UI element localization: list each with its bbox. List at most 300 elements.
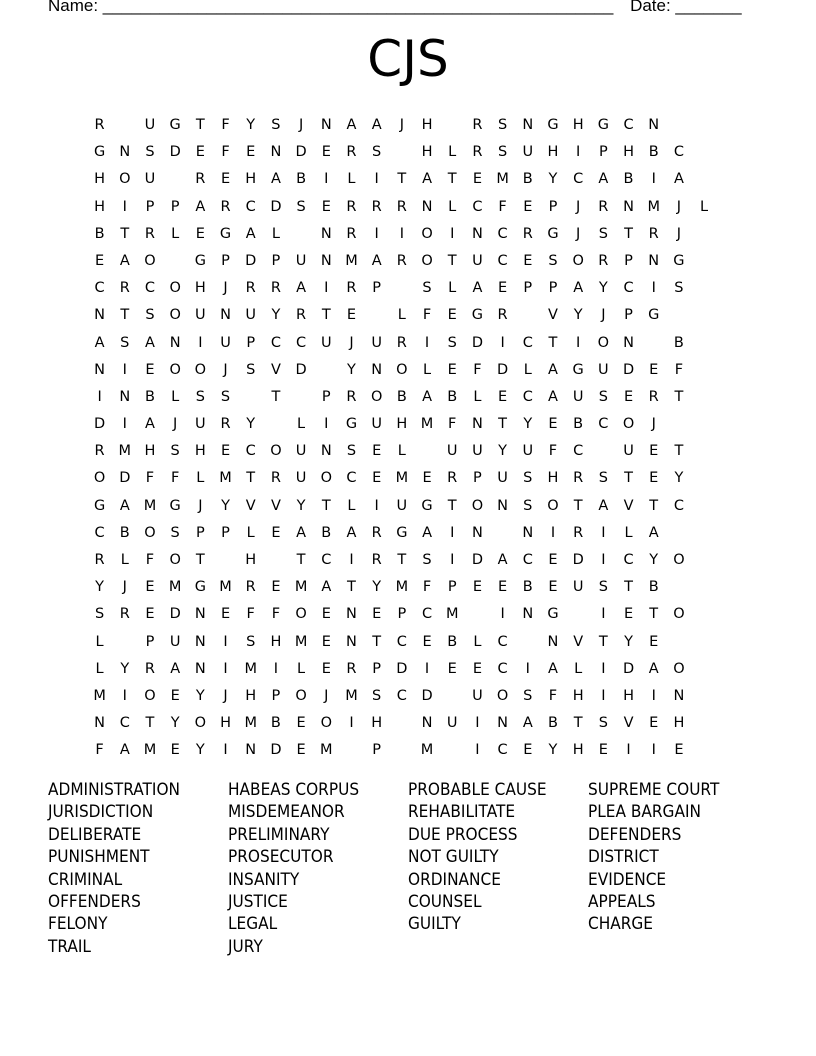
grid-letter: T (321, 307, 331, 324)
grid-letter: T (624, 579, 633, 596)
grid-letter: Y (195, 687, 205, 704)
grid-letter: I (651, 280, 656, 297)
grid-letter: E (548, 552, 558, 568)
grid-letter: E (246, 144, 256, 161)
grid-letter (515, 631, 540, 658)
grid-letter: T (447, 252, 457, 269)
grid-letter: F (548, 443, 558, 460)
grid-letter: A (119, 252, 130, 269)
grid-letter: U (295, 252, 307, 269)
grid-letter: M (420, 416, 434, 433)
grid-letter: B (144, 388, 155, 405)
grid-letter: T (573, 715, 583, 732)
grid-letter: O (194, 361, 207, 378)
grid-letter: O (421, 252, 433, 269)
grid-letter: P (221, 524, 230, 541)
word-column (228, 779, 408, 958)
grid-letter: I (223, 660, 228, 677)
grid-letter: O (93, 470, 106, 487)
word-item: INSANITY (228, 869, 300, 889)
word-list (48, 779, 768, 958)
word-item: PUNISHMENT (48, 847, 150, 867)
grid-letter: I (601, 606, 606, 623)
grid-letter: S (145, 144, 155, 161)
grid-letter: B (648, 579, 659, 596)
grid-letter: P (246, 334, 256, 351)
grid-letter: E (321, 198, 331, 215)
grid-letter: Y (548, 742, 558, 759)
grid-letter: O (169, 280, 181, 297)
grid-letter: C (573, 171, 584, 188)
grid-letter: T (397, 171, 407, 188)
grid-letter (112, 114, 137, 141)
grid-letter: S (598, 388, 608, 405)
grid-letter: T (321, 497, 331, 514)
grid-letter: R (371, 524, 382, 541)
grid-letter: R (648, 388, 659, 405)
grid-letter: I (550, 524, 556, 541)
grid-letter: I (122, 416, 127, 433)
grid-letter (465, 603, 490, 630)
grid-letter: L (422, 361, 432, 378)
grid-letter: Y (221, 497, 230, 514)
grid-letter: R (296, 307, 307, 324)
grid-letter: J (399, 117, 404, 133)
grid-letter: R (270, 280, 281, 297)
grid-letter: L (523, 361, 532, 378)
grid-letter: E (649, 470, 659, 487)
grid-letter: E (195, 225, 205, 242)
word-item: JURY (228, 936, 263, 956)
grid-letter: G (421, 497, 433, 514)
grid-letter: H (673, 715, 685, 732)
grid-letter: T (674, 388, 684, 405)
grid-letter: P (372, 742, 382, 759)
grid-letter: T (498, 416, 508, 433)
word-item: OFFENDERS (48, 892, 141, 912)
grid-letter: R (346, 198, 357, 215)
grid-letter: F (448, 416, 457, 433)
grid-letter: I (399, 225, 404, 242)
grid-letter: G (194, 252, 206, 269)
grid-letter: E (623, 388, 634, 405)
word-column (48, 779, 228, 958)
grid-letter: C (497, 252, 508, 269)
grid-letter: C (321, 552, 332, 568)
grid-letter: R (396, 252, 407, 269)
grid-letter: I (424, 334, 430, 351)
grid-letter: T (271, 388, 281, 405)
grid-letter: C (598, 416, 609, 433)
grid-letter: M (445, 606, 459, 623)
grid-letter: J (173, 416, 178, 433)
grid-letter: A (245, 225, 256, 242)
word-item: HABEAS CORPUS (228, 780, 360, 799)
grid-letter: T (624, 470, 633, 487)
grid-letter: E (321, 633, 331, 650)
grid-letter: L (397, 443, 406, 460)
grid-letter: R (371, 198, 382, 215)
grid-letter: O (370, 388, 383, 405)
grid-letter: E (220, 171, 231, 188)
grid-letter: P (624, 252, 633, 269)
grid-letter: I (475, 742, 480, 759)
grid-letter: C (673, 144, 684, 161)
grid-row (87, 631, 717, 658)
grid-letter: P (145, 198, 155, 215)
grid-letter: N (245, 742, 257, 759)
grid-letter: E (296, 715, 306, 732)
grid-letter: N (673, 687, 685, 704)
grid-letter: N (320, 443, 332, 460)
grid-letter: J (651, 416, 656, 433)
grid-letter: Y (548, 171, 558, 188)
grid-letter: T (649, 606, 659, 623)
grid-letter: J (349, 334, 354, 351)
grid-letter: O (169, 307, 181, 324)
word-column (588, 779, 768, 958)
grid-letter: C (673, 497, 684, 514)
grid-letter: M (219, 470, 232, 487)
grid-letter (414, 440, 439, 467)
grid-letter (112, 631, 137, 658)
grid-letter: L (196, 470, 205, 487)
grid-letter: I (450, 225, 455, 242)
grid-letter: Y (246, 416, 256, 433)
grid-letter: R (648, 225, 659, 242)
grid-letter: S (296, 198, 306, 215)
grid-letter: N (94, 361, 106, 378)
grid-letter: N (320, 252, 332, 269)
grid-letter: Y (372, 579, 382, 596)
grid-letter (289, 386, 314, 413)
grid-row (87, 196, 717, 223)
grid-letter: V (573, 633, 584, 650)
grid-letter: J (676, 198, 682, 215)
grid-letter: M (647, 198, 660, 215)
grid-letter (314, 359, 339, 386)
grid-letter: E (195, 144, 205, 161)
grid-letter: S (497, 117, 508, 133)
grid-letter: N (119, 388, 131, 405)
grid-letter: G (93, 497, 106, 514)
grid-letter: P (170, 198, 180, 215)
grid-letter: Y (296, 497, 306, 514)
grid-letter: E (220, 443, 231, 460)
grid-letter: F (221, 117, 230, 133)
grid-letter: P (271, 252, 281, 269)
grid-letter: D (169, 144, 181, 161)
grid-letter: H (396, 416, 408, 433)
grid-letter: I (651, 687, 656, 704)
word-item: GUILTY (408, 914, 461, 934)
grid-letter: C (396, 633, 407, 650)
grid-letter: Y (573, 307, 583, 324)
grid-letter: T (296, 552, 306, 568)
grid-letter: O (295, 606, 307, 623)
grid-letter: S (145, 307, 155, 324)
grid-letter: E (523, 198, 533, 215)
grid-letter: S (170, 443, 180, 460)
grid-letter: B (673, 334, 684, 351)
grid-letter: R (497, 307, 508, 324)
word-item: EVIDENCE (588, 869, 667, 889)
grid-letter: N (648, 252, 660, 269)
grid-letter: U (472, 252, 483, 269)
grid-letter: T (347, 579, 356, 596)
grid-letter: F (498, 198, 507, 215)
grid-letter: G (547, 117, 559, 133)
grid-letter: I (626, 742, 631, 759)
grid-letter: C (94, 524, 105, 541)
grid-letter: A (119, 742, 130, 759)
grid-letter: I (651, 171, 656, 188)
grid-letter: U (220, 334, 231, 351)
grid-letter (440, 739, 465, 766)
grid-letter: T (447, 497, 457, 514)
grid-letter: H (623, 144, 634, 161)
grid-letter: S (598, 715, 608, 732)
grid-letter: J (198, 497, 203, 514)
grid-letter: L (171, 388, 180, 405)
grid-letter: S (422, 552, 432, 568)
grid-letter: I (122, 687, 127, 704)
grid-letter: P (598, 144, 608, 161)
grid-letter: F (422, 307, 432, 324)
word-item: REHABILITATE (408, 802, 516, 822)
grid-letter: D (497, 361, 509, 378)
grid-letter: E (422, 470, 432, 487)
grid-letter: F (674, 361, 684, 378)
grid-letter: N (194, 633, 206, 650)
grid-letter: L (448, 144, 457, 161)
grid-letter: O (597, 334, 610, 351)
grid-letter: A (648, 660, 659, 677)
grid-letter: S (170, 524, 180, 541)
grid-row (87, 522, 717, 549)
grid-letter: Y (195, 742, 205, 759)
grid-letter: R (94, 552, 105, 568)
grid-letter: N (346, 633, 357, 650)
name-field-label: Name: ______________________________________________________ (48, 0, 614, 15)
grid-letter: T (624, 225, 633, 242)
grid-letter: R (346, 280, 357, 297)
grid-letter: R (220, 416, 231, 433)
grid-letter: E (372, 606, 382, 623)
grid-letter: A (296, 280, 307, 297)
grid-letter: J (223, 280, 228, 297)
grid-letter: A (598, 171, 609, 188)
grid-row (87, 141, 717, 168)
grid-letter: Y (523, 416, 533, 433)
grid-letter: A (270, 171, 281, 188)
grid-letter: S (346, 443, 357, 460)
grid-letter: N (194, 606, 206, 623)
grid-letter: O (572, 252, 584, 269)
grid-letter: C (497, 225, 508, 242)
grid-letter: F (221, 144, 230, 161)
grid-letter: P (523, 280, 533, 297)
word-item: DUE PROCESS (408, 824, 518, 844)
grid-letter: G (219, 225, 232, 242)
grid-letter: L (246, 524, 255, 541)
grid-letter: H (194, 280, 206, 297)
grid-letter: C (472, 198, 483, 215)
grid-letter (440, 685, 465, 712)
grid-letter: U (320, 334, 332, 351)
grid-letter: R (371, 552, 382, 568)
grid-letter: R (245, 280, 256, 297)
grid-letter: R (573, 470, 584, 487)
word-search-grid (87, 114, 717, 767)
grid-letter: F (473, 361, 482, 378)
grid-letter: I (601, 687, 606, 704)
grid-letter: H (547, 470, 559, 487)
grid-letter (163, 250, 188, 277)
grid-letter: Y (624, 633, 633, 650)
grid-letter: E (422, 633, 432, 650)
grid-letter: P (447, 579, 457, 596)
grid-letter: B (573, 416, 584, 433)
grid-letter: T (246, 470, 256, 487)
grid-letter: G (396, 524, 408, 541)
grid-letter: N (94, 715, 106, 732)
grid-letter: N (471, 524, 483, 541)
grid-letter: A (119, 497, 130, 514)
grid-letter: Y (347, 361, 356, 378)
grid-letter: M (93, 687, 106, 704)
grid-letter: E (271, 579, 281, 596)
grid-letter: C (119, 715, 130, 732)
grid-letter: R (472, 117, 483, 133)
grid-letter: C (497, 633, 508, 650)
grid-letter: V (270, 361, 281, 378)
grid-letter: E (346, 307, 357, 324)
grid-letter: E (523, 252, 533, 269)
grid-letter (238, 386, 263, 413)
grid-letter: C (497, 660, 508, 677)
grid-letter: I (601, 524, 606, 541)
grid-letter: R (94, 117, 105, 133)
grid-letter: E (145, 606, 155, 623)
grid-letter: P (195, 524, 205, 541)
grid-letter: S (372, 687, 382, 704)
grid-letter: R (144, 225, 155, 242)
grid-row (87, 440, 717, 467)
grid-letter: B (623, 171, 634, 188)
grid-letter: O (673, 660, 685, 677)
grid-letter: S (548, 252, 558, 269)
grid-letter: N (194, 660, 206, 677)
grid-letter: A (371, 252, 382, 269)
grid-letter: P (548, 280, 558, 297)
grid-letter: P (548, 198, 558, 215)
grid-letter: V (548, 307, 558, 324)
grid-row (87, 685, 717, 712)
grid-letter: E (170, 687, 180, 704)
grid-letter: C (573, 443, 584, 460)
grid-letter: S (120, 334, 130, 351)
grid-letter: R (396, 198, 407, 215)
grid-letter: R (270, 470, 281, 487)
grid-letter: P (321, 388, 331, 405)
grid-letter: N (421, 198, 433, 215)
grid-letter: O (471, 497, 484, 514)
grid-letter: I (525, 660, 530, 677)
grid-letter: V (270, 497, 281, 514)
grid-letter: R (447, 470, 458, 487)
grid-letter: D (270, 198, 282, 215)
grid-letter: S (598, 579, 608, 596)
word-item: PRELIMINARY (228, 824, 330, 844)
grid-letter: G (673, 252, 685, 269)
grid-letter: R (346, 225, 357, 242)
grid-letter: E (95, 252, 105, 269)
grid-letter: A (296, 524, 307, 541)
grid-letter: H (623, 687, 634, 704)
grid-letter: U (371, 416, 382, 433)
grid-letter: G (648, 307, 660, 324)
grid-letter: P (372, 660, 382, 677)
grid-letter: G (547, 225, 559, 242)
grid-row (87, 168, 717, 195)
grid-letter: E (623, 606, 634, 623)
grid-letter (641, 332, 666, 359)
grid-letter: I (223, 742, 228, 759)
grid-letter: S (447, 334, 457, 351)
grid-letter: L (171, 225, 180, 242)
word-item: PROBABLE CAUSE (408, 780, 547, 799)
grid-letter: O (270, 443, 282, 460)
grid-letter: M (345, 252, 358, 269)
grid-letter (339, 739, 364, 766)
grid-letter: F (246, 606, 255, 623)
grid-letter: E (674, 742, 684, 759)
grid-letter: S (195, 388, 205, 405)
grid-letter: S (94, 606, 105, 623)
grid-letter: G (169, 497, 181, 514)
grid-letter: B (522, 579, 533, 596)
grid-letter: U (446, 443, 458, 460)
grid-letter: M (294, 579, 308, 596)
grid-letter: O (169, 552, 181, 568)
grid-letter: N (471, 416, 483, 433)
grid-letter: B (119, 524, 130, 541)
grid-letter: T (120, 225, 130, 242)
grid-letter: E (447, 307, 457, 324)
grid-letter: R (346, 660, 357, 677)
grid-letter: I (97, 388, 102, 405)
grid-letter: E (271, 524, 281, 541)
grid-row (87, 332, 717, 359)
grid-letter: J (122, 579, 127, 596)
grid-letter: N (220, 307, 231, 324)
grid-letter: R (396, 334, 407, 351)
grid-letter: L (448, 280, 457, 297)
grid-letter: D (119, 470, 131, 487)
grid-letter (440, 114, 465, 141)
grid-letter: T (674, 443, 684, 460)
grid-row (87, 250, 717, 277)
grid-letter: U (598, 361, 609, 378)
grid-letter: F (95, 742, 104, 759)
grid-letter: E (598, 742, 608, 759)
grid-letter: J (676, 225, 682, 242)
grid-letter: I (424, 660, 430, 677)
grid-letter: T (120, 307, 130, 324)
grid-letter: S (422, 280, 432, 297)
grid-letter: V (245, 497, 256, 514)
